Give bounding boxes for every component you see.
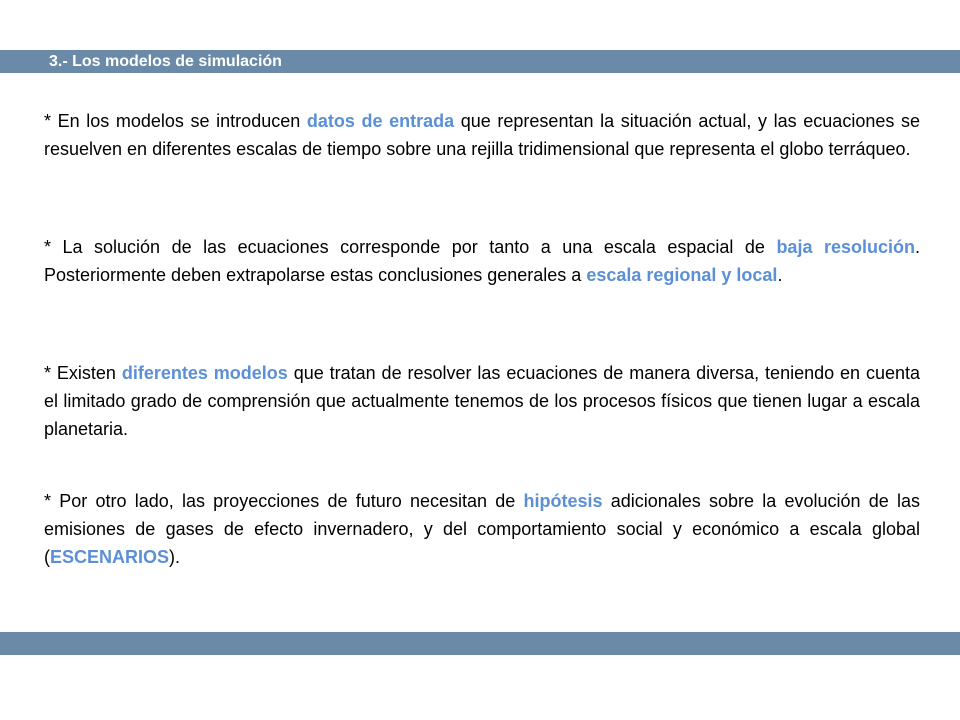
highlight-term: hipótesis [523,491,603,511]
highlight-term: ESCENARIOS [50,547,170,567]
paragraph-baja-resolucion [44,233,920,289]
paragraph-diferentes-modelos [44,359,920,443]
paragraph-text: que representan la situación actual, y las ecuaciones se resuelven en diferentes escalas de tiempo sobre una rejilla tridimensional que representa el globo terráqueo. [44,111,920,159]
paragraph-text: * La solución de las ecuaciones corresponde por tanto a una escala espacial de [44,237,777,257]
slide-title: 3.- Los modelos de simulación [49,53,282,70]
paragraph-text: adicionales sobre la evolución de las emisiones de gases de efecto invernadero, y del comportamiento social y económico a escala global ( [44,491,920,567]
paragraph-text: * Por otro lado, las proyecciones de futuro necesitan de [44,491,524,511]
paragraph-text: que tratan de resolver las ecuaciones de manera diversa, teniendo en cuenta el limitado grado de comprensión que actualmente tenemos de los procesos físicos que tienen lugar a escala planetaria. [44,363,920,439]
title-bar [0,50,960,73]
paragraph-text: * En los modelos se introducen [44,111,307,131]
paragraph-text: ). [169,547,181,567]
paragraph-escenarios [44,487,920,571]
paragraph-text: . [777,265,783,285]
highlight-term: escala regional y local [586,265,778,285]
paragraph-datos-de-entrada [44,107,920,163]
highlight-term: baja resolución [776,237,915,257]
paragraph-text: * Existen [44,363,122,383]
highlight-term: datos de entrada [306,111,455,131]
highlight-term: diferentes modelos [121,363,288,383]
paragraph-text: . Posteriormente deben extrapolarse estas conclusiones generales a [44,237,920,285]
footer-bar [0,632,960,655]
